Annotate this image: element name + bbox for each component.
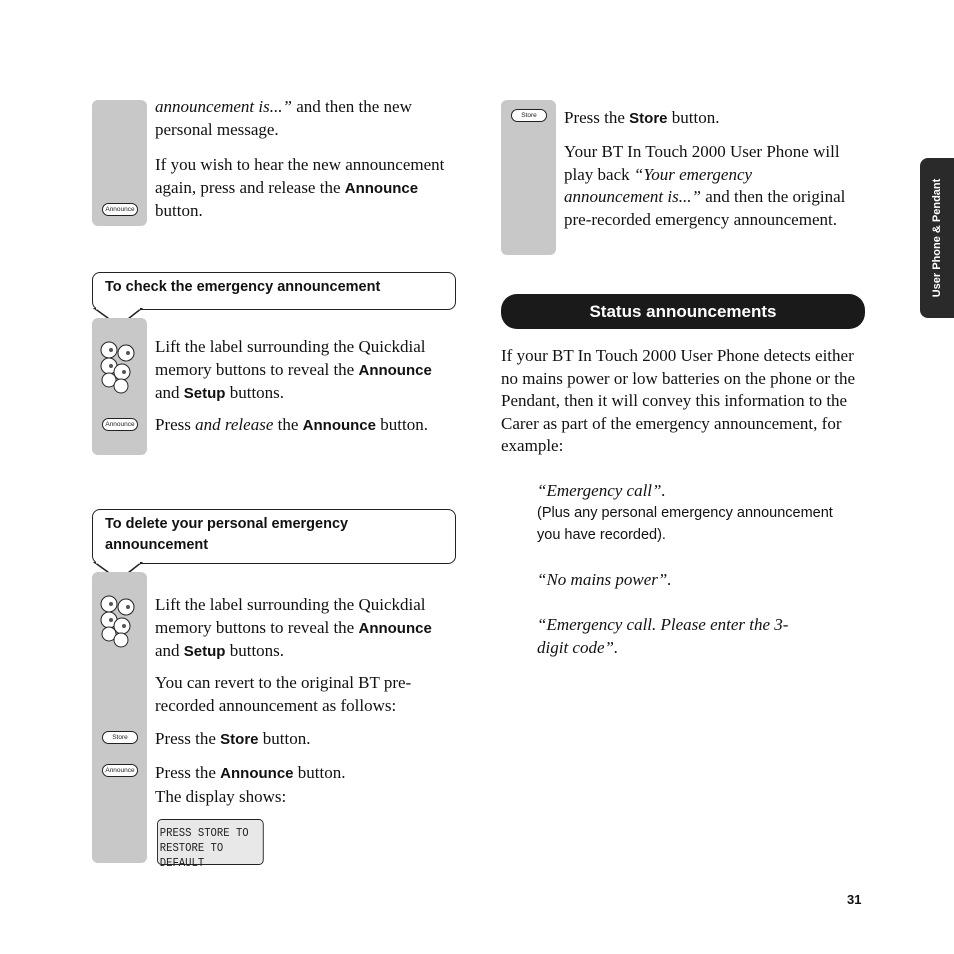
instruction-text: Press the Store button. [564, 108, 720, 127]
instruction-text: announcement is...” and then the new personal message. [155, 97, 412, 139]
instruction-text: Your BT In Touch 2000 User Phone will play back “Your emergency announcement is...” and then the original pre-recorded emergency announcement. [564, 142, 846, 229]
side-tab-label: User Phone & Pendant [931, 178, 943, 298]
page-number: 31 [847, 892, 862, 907]
display-line: PRESS STORE TO [159, 827, 249, 840]
body-paragraph: If your BT In Touch 2000 User Phone detects either no mains power or low batteries on the phone or the Pendant, then it will convey this information to the Carer as part of the emergency announcement, for example: [501, 346, 856, 455]
store-key-icon: Store [511, 109, 547, 122]
instruction-text: Press the Store button. [155, 729, 311, 748]
store-key-icon: Store [102, 731, 138, 744]
section-heading-bar: Status announcements [501, 294, 865, 329]
example-note: (Plus any personal emergency announcement you have recorded). [537, 505, 833, 543]
step-strip [501, 100, 556, 255]
announce-key-icon: Announce [102, 418, 138, 431]
instruction-text: Press and release the Announce button. [155, 415, 428, 434]
section-heading: To check the emergency announcement [92, 272, 456, 310]
phone-display [157, 819, 264, 870]
example-announcement: “Emergency call. Please enter the 3-digit code”. [537, 615, 789, 657]
instruction-text: Press the Announce button. The display shows: [155, 763, 346, 806]
instruction-text: If you wish to hear the new announcement again, press and release the Announce button. [155, 155, 445, 220]
instruction-text: You can revert to the original BT pre-recorded announcement as follows: [155, 673, 412, 715]
quickdial-buttons-icon [98, 592, 144, 650]
announce-key-icon: Announce [102, 203, 138, 216]
section-side-tab [920, 158, 954, 318]
quickdial-buttons-icon [98, 338, 144, 396]
instruction-text: Lift the label surrounding the Quickdial memory buttons to reveal the Announce and Setup buttons. [155, 595, 432, 660]
example-announcement: “Emergency call”. [537, 481, 666, 500]
example-announcement: “No mains power”. [537, 570, 672, 589]
section-heading: To delete your personal emergency announcement [92, 509, 456, 564]
display-line: RESTORE TO DEFAULT [159, 842, 224, 870]
instruction-text: Lift the label surrounding the Quickdial memory buttons to reveal the Announce and Setup buttons. [155, 337, 432, 402]
announce-key-icon: Announce [102, 764, 138, 777]
